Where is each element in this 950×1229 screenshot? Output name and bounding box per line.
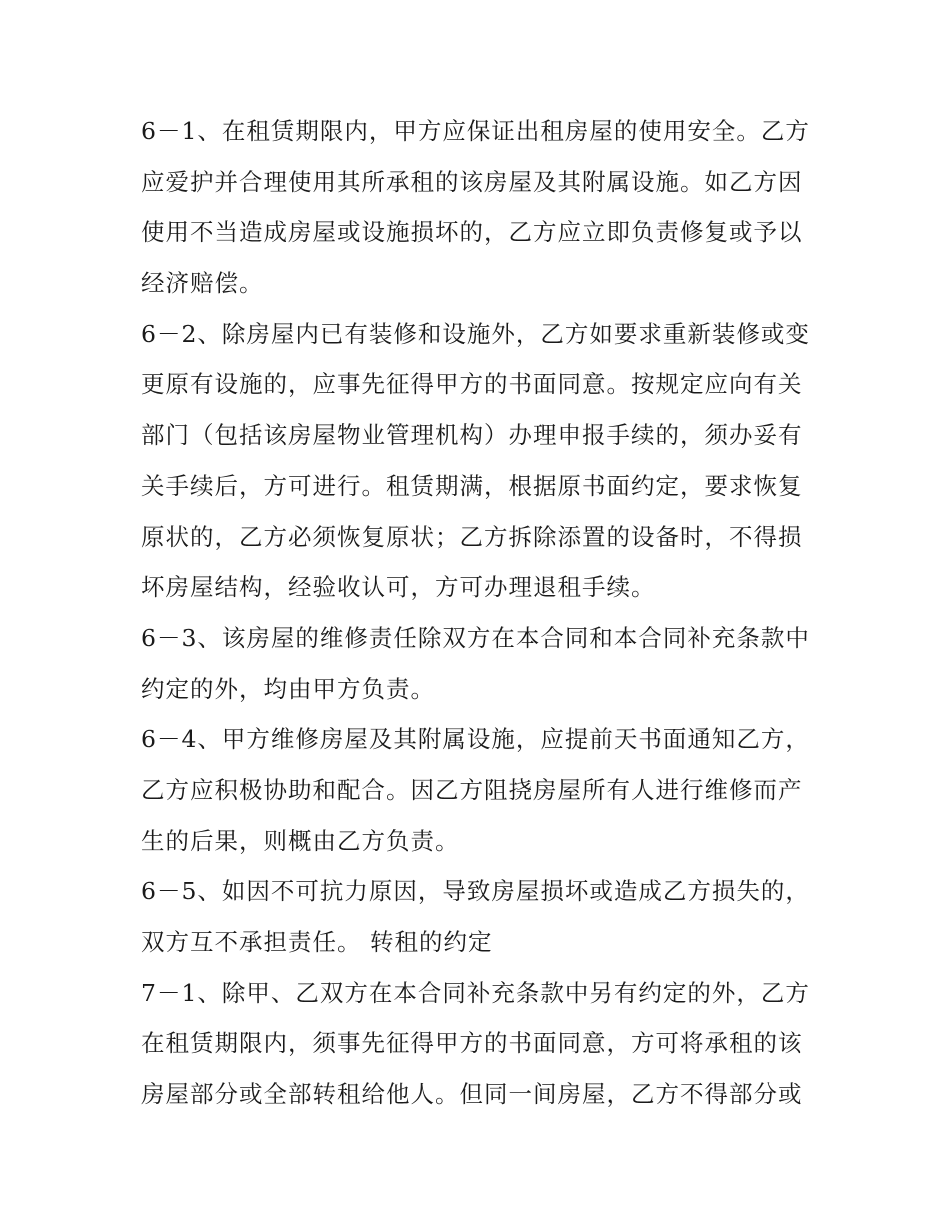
text-line: 6－5、如因不可抗力原因，导致房屋损坏或造成乙方损失的， <box>141 877 810 906</box>
text-line: 约定的外，均由甲方负责。 <box>141 674 435 703</box>
text-line: 6－4、甲方维修房屋及其附属设施，应提前天书面通知乙方， <box>141 725 810 754</box>
text-line: 7－1、除甲、乙双方在本合同补充条款中另有约定的外，乙方 <box>141 978 810 1007</box>
text-line: 6－3、该房屋的维修责任除双方在本合同和本合同补充条款中 <box>141 623 810 652</box>
text-line: 更原有设施的，应事先征得甲方的书面同意。按规定应向有关 <box>141 370 803 399</box>
text-line: 双方互不承担责任。 转租的约定 <box>141 928 493 956</box>
text-line: 关手续后，方可进行。租赁期满，根据原书面约定，要求恢复 <box>141 471 803 500</box>
document-body <box>141 106 821 1120</box>
text-line: 使用不当造成房屋或设施损坏的，乙方应立即负责修复或予以 <box>141 218 803 247</box>
text-line: 原状的，乙方必须恢复原状；乙方拆除添置的设备时，不得损 <box>141 522 803 551</box>
text-line: 在租赁期限内，须事先征得甲方的书面同意，方可将承租的该 <box>141 1029 803 1058</box>
text-line: 房屋部分或全部转租给他人。但同一间房屋，乙方不得部分或 <box>141 1080 803 1109</box>
text-line: 6－2、除房屋内已有装修和设施外，乙方如要求重新装修或变 <box>141 319 810 348</box>
text-line: 经济赔偿。 <box>141 269 264 298</box>
text-line: 应爱护并合理使用其所承租的该房屋及其附属设施。如乙方因 <box>141 167 803 196</box>
text-line: 乙方应积极协助和配合。因乙方阻挠房屋所有人进行维修而产 <box>141 775 803 804</box>
text-line: 部门（包括该房屋物业管理机构）办理申报手续的，须办妥有 <box>141 421 803 450</box>
text-line: 生的后果，则概由乙方负责。 <box>141 826 460 855</box>
text-line: 6－1、在租赁期限内，甲方应保证出租房屋的使用安全。乙方 <box>141 117 810 145</box>
text-line: 坏房屋结构，经验收认可，方可办理退租手续。 <box>141 573 656 602</box>
